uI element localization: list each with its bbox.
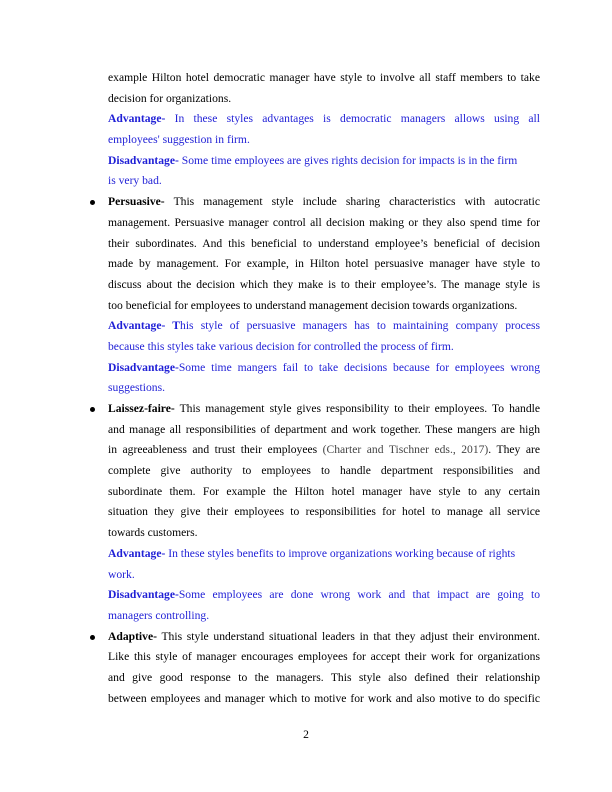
disadvantage-line: Disadvantage- Some time employees are gives rights decision for impacts is in the firm: [108, 153, 518, 167]
disadvantage-label: Disadvantage-: [108, 153, 179, 167]
body-line: subordinate them. For example the Hilton hotel manager have style to any certain: [108, 484, 540, 498]
disadvantage-line: Disadvantage-Some time mangers fail to take decisions because for employees wrong: [108, 360, 540, 374]
disadvantage-label: Disadvantage-: [108, 588, 179, 602]
body-line: decision for organizations.: [108, 91, 232, 105]
body-line: too beneficial for employees to understand management decision towards organizations.: [108, 298, 518, 312]
advantage-line: Advantage- This style of persuasive managers has to maintaining company process: [108, 319, 540, 333]
body-line: between employees and manager which to motive for work and also motive to do specific: [108, 691, 540, 705]
disadvantage-line: Disadvantage-Some employees are done wrong work and that impact are going to: [108, 588, 540, 602]
section-title: Laissez-faire-: [108, 402, 175, 415]
page-content: [108, 68, 540, 709]
advantage-line: employees' suggestion in firm.: [108, 133, 250, 147]
advantage-label: Advantage- T: [108, 319, 181, 333]
body-line: Persuasive- This management style include sharing characteristics with autocratic: [108, 195, 540, 209]
body-line: made by management. For example, in Hilton hotel persuasive manager have style to: [108, 257, 540, 271]
body-line: Like this style of manager encourages employees for accept their work for organizations: [108, 650, 540, 664]
bullet-icon: [90, 200, 95, 205]
body-line: in agreeableness and trust their employees (Charter and Tischner eds., 2017). They are: [108, 443, 540, 457]
body-line: situation they give their employees to responsibilities for hotel to manage all service: [108, 505, 540, 519]
advantage-line: Advantage- In these styles benefits to improve organizations working because of rights: [108, 546, 516, 560]
disadvantage-line: managers controlling.: [108, 608, 210, 622]
bullet-icon: [90, 407, 95, 412]
page-number: 2: [303, 728, 309, 741]
disadvantage-line: is very bad.: [108, 174, 162, 188]
section-title: Persuasive-: [108, 195, 165, 209]
citation: (Charter and Tischner eds., 2017): [322, 443, 489, 457]
body-line: Laissez-faire- This management style gives responsibility to their employees. To handle: [108, 402, 540, 415]
body-line: their subordinates. And this beneficial to understand employee’s beneficial of decision: [108, 236, 540, 250]
disadvantage-line: suggestions.: [108, 381, 166, 395]
adaptive-section: [108, 627, 540, 710]
laissez-faire-section: [108, 399, 540, 627]
persuasive-section: [108, 192, 540, 399]
body-line: example Hilton hotel democratic manager have style to involve all staff members to take: [108, 71, 540, 84]
body-line: discuss about the decision which they make is to their employee’s. The manage style is: [108, 277, 540, 291]
section-title: Adaptive-: [108, 629, 157, 643]
body-line: towards customers.: [108, 526, 198, 540]
advantage-line: work.: [108, 567, 135, 581]
advantage-label: Advantage-: [108, 546, 166, 560]
body-line: and manage all responsibilities of department and work together. These mangers are high: [108, 422, 540, 436]
body-line: Adaptive- This style understand situational leaders in that they adjust their environment.: [108, 629, 540, 643]
body-line: complete give authority to employees to handle department responsibilities and: [108, 464, 540, 478]
bullet-icon: [90, 635, 95, 640]
body-line: management. Persuasive manager control all decision making or they also spend time for: [108, 215, 540, 229]
advantage-line: Advantage- In these styles advantages is democratic managers allows using all: [108, 112, 540, 126]
advantage-label: Advantage-: [108, 112, 166, 126]
disadvantage-label: Disadvantage-: [108, 360, 179, 374]
body-line: and give good response to the managers. This style also defined their relationship: [108, 670, 540, 684]
advantage-line: because this styles take various decision for controlled the process of firm.: [108, 339, 454, 353]
